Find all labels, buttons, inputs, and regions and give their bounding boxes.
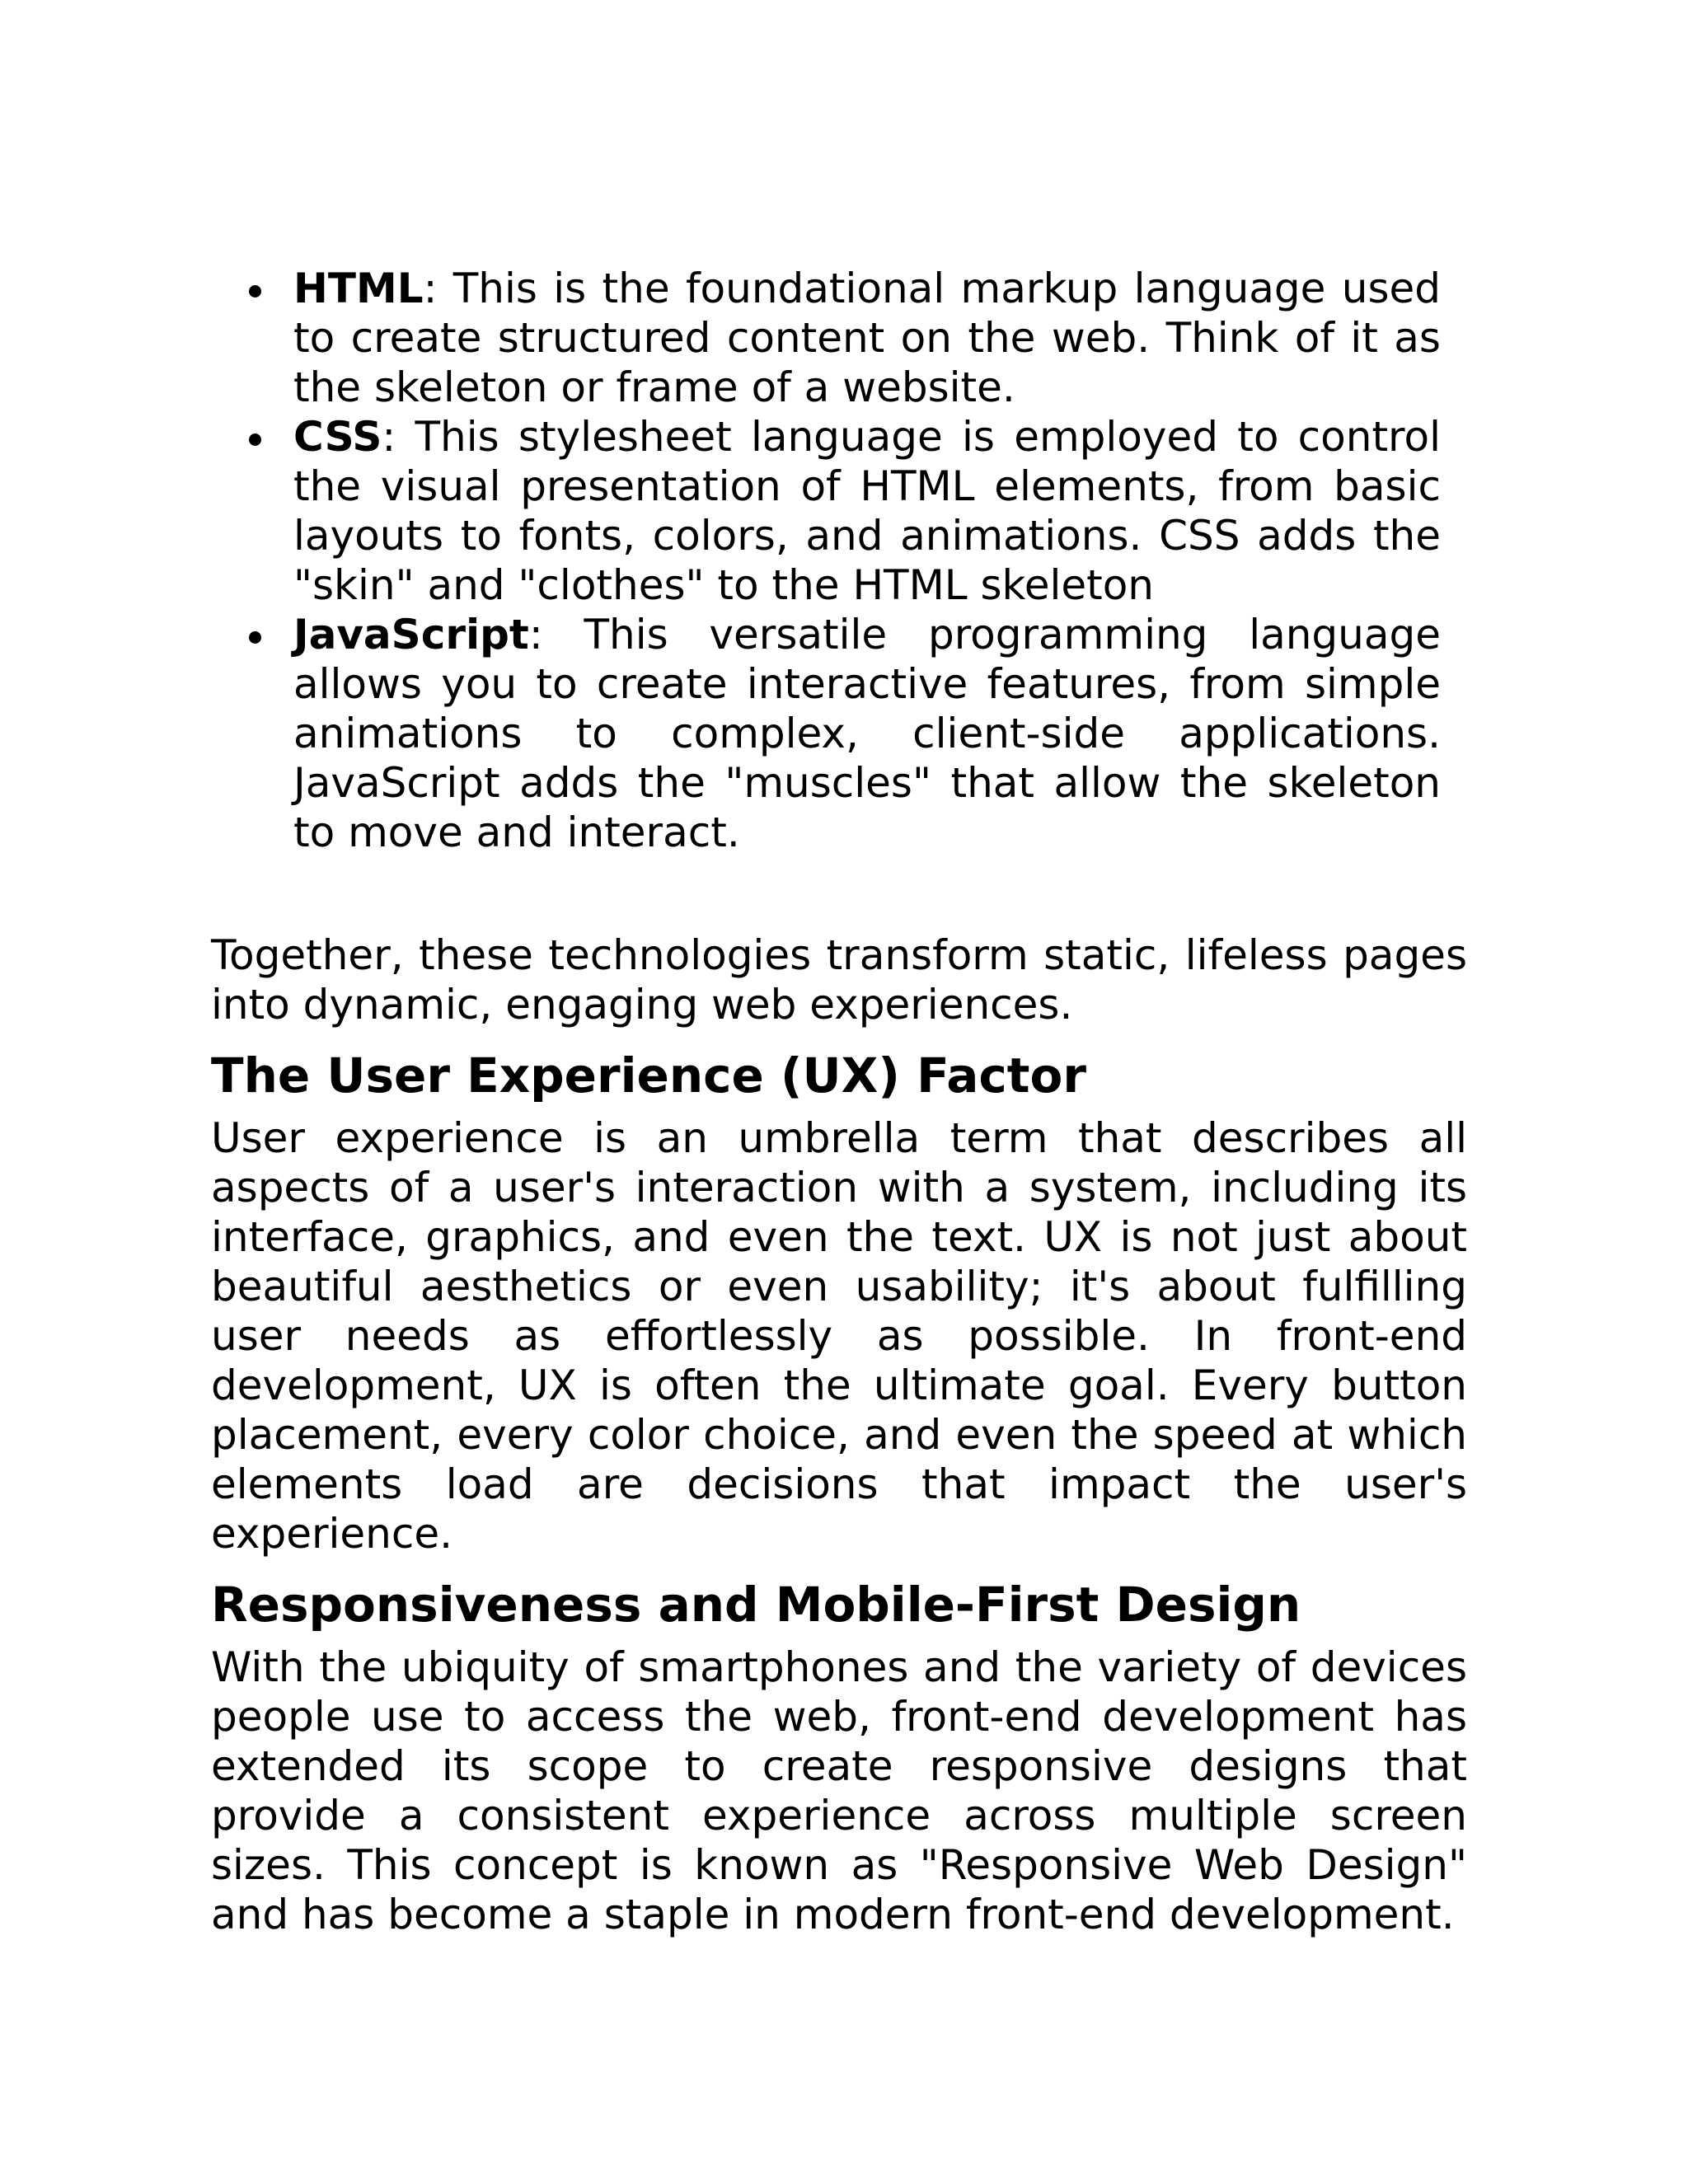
bullet-icon [249, 631, 261, 644]
term-javascript: JavaScript [293, 611, 529, 658]
description-css: : This stylesheet language is employed to control the visual presentation of HTML elements, from basic layouts to fonts, colors, and animations. CSS adds the "skin" and "clothes" to the HTML skeleton [293, 413, 1441, 609]
section-body-responsiveness: With the ubiquity of smartphones and the variety of devices people use to access the web, front-end development has extended its scope to create responsive designs that provide a consistent experience across multiple screen sizes. This concept is known as "Responsive Web Design" and has become a staple in modern front-end development. [211, 1643, 1467, 1938]
technology-list [211, 264, 1441, 857]
bullet-icon [249, 434, 261, 446]
term-css: CSS [293, 413, 382, 461]
page-content [211, 264, 1467, 1939]
term-html: HTML [293, 265, 424, 312]
description-html: : This is the foundational markup language used to create structured content on the web. Think of it as the skeleton or frame of a website. [293, 265, 1441, 411]
bullet-icon [249, 285, 261, 298]
summary-paragraph: Together, these technologies transform static, lifeless pages into dynamic, engaging web experiences. [211, 931, 1467, 1029]
section-heading-responsiveness: Responsiveness and Mobile-First Design [211, 1577, 1301, 1633]
description-javascript: : This versatile programming language allows you to create interactive features, from simple animations to complex, client-side applications. JavaScript adds the "muscles" that allow the skeleton to move and interact. [293, 611, 1441, 856]
list-item-javascript [293, 610, 1441, 857]
section-heading-ux: The User Experience (UX) Factor [211, 1047, 1086, 1104]
section-body-ux: User experience is an umbrella term that describes all aspects of a user's interaction with a system, including its interface, graphics, and even the text. UX is not just about beautiful aesthetics or even usability; it's about fulfilling user needs as effortlessly as possible. In front-end development, UX is often the ultimate goal. Every button placement, every color choice, and even the speed at which elements load are decisions that impact the user's experience. [211, 1114, 1467, 1558]
list-item-html [293, 264, 1441, 412]
list-item-css [293, 412, 1441, 610]
